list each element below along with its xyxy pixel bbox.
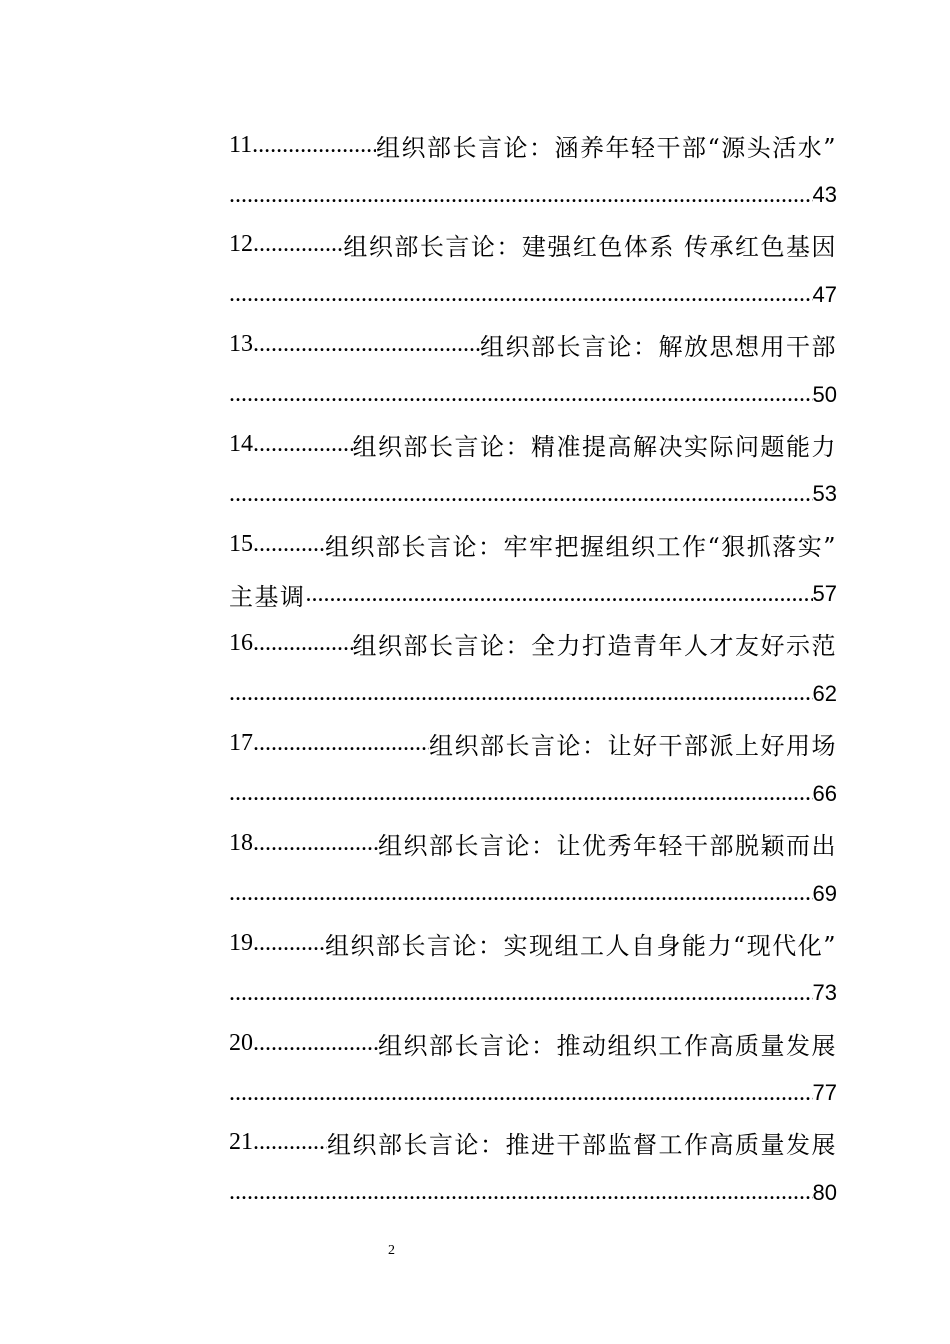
- toc-entry-page-number: 80: [812, 1179, 837, 1205]
- toc-entry-title: 组织部长言论：推动组织工作高质量发展: [378, 1031, 837, 1060]
- toc-leader-dots: [229, 780, 813, 807]
- toc-entry-page-number: 57: [812, 581, 837, 607]
- toc-entry-page-number: 50: [812, 381, 837, 407]
- toc-leader-dots: [229, 281, 813, 308]
- toc-leader-dots: [253, 1030, 378, 1057]
- toc-entry-page-number: 66: [812, 780, 837, 806]
- toc-entry-title-line: [229, 719, 837, 769]
- toc-leader-dots: [253, 231, 343, 258]
- toc-leader-dots: [229, 182, 813, 209]
- toc-entry-title-line: [229, 419, 837, 469]
- toc-entry-page-line: [229, 869, 837, 919]
- toc-entry-title-line: [229, 1118, 837, 1168]
- toc-leader-dots: [229, 880, 813, 907]
- toc-leader-dots: [253, 331, 480, 358]
- toc-entry-number: 18: [229, 830, 253, 857]
- toc-entry[interactable]: [229, 819, 837, 919]
- toc-leader-dots: [253, 531, 325, 558]
- toc-entry-number: 15: [229, 530, 253, 557]
- toc-entry-number: 16: [229, 630, 253, 657]
- toc-leader-dots: [229, 381, 813, 408]
- toc-entry-page-number: 53: [812, 481, 837, 507]
- toc-leader-dots: [253, 930, 325, 957]
- toc-entry-page-number: 73: [812, 980, 837, 1006]
- toc-entry-number: 14: [229, 430, 253, 457]
- toc-entry-number: 12: [229, 231, 253, 258]
- toc-entry-title: 组织部长言论：建强红色体系 传承红色基因: [343, 233, 837, 262]
- toc-entry[interactable]: [229, 719, 837, 819]
- toc-entry-number: 19: [229, 929, 253, 956]
- toc-entry-number: 11: [229, 131, 253, 158]
- toc-entry-title: 组织部长言论：实现组工人自身能力“现代化”: [324, 931, 837, 960]
- toc-entry[interactable]: [229, 519, 837, 619]
- toc-entry-number: 20: [229, 1029, 253, 1056]
- toc-entry-title-continuation: 主基调: [229, 582, 306, 611]
- toc-entry-page-number: 47: [812, 281, 837, 307]
- toc-entry-title: 组织部长言论：涵养年轻干部“源头活水”: [375, 133, 837, 162]
- toc-leader-dots: [306, 581, 813, 608]
- toc-entry[interactable]: [229, 120, 837, 220]
- toc-leader-dots: [253, 630, 353, 657]
- toc-leader-dots: [229, 680, 813, 707]
- toc-entry-title: 组织部长言论：推进干部监督工作高质量发展: [327, 1131, 837, 1160]
- toc-entry-title-line: [229, 220, 837, 270]
- toc-entry-page-line: [229, 669, 837, 719]
- toc-entry-number: 17: [229, 730, 253, 757]
- toc-leader-dots: [229, 1179, 813, 1206]
- toc-leader-dots: [253, 830, 378, 857]
- toc-entry[interactable]: [229, 220, 837, 320]
- toc-entry[interactable]: [229, 320, 837, 420]
- toc-entry-title-line: [229, 120, 837, 170]
- toc-leader-dots: [229, 1080, 813, 1107]
- toc-leader-dots: [252, 132, 376, 159]
- table-of-contents: [229, 120, 837, 1218]
- toc-leader-dots: [229, 980, 813, 1007]
- toc-entry-title-line: [229, 320, 837, 370]
- toc-entry-title-line: [229, 819, 837, 869]
- toc-leader-dots: [253, 1129, 327, 1156]
- toc-entry-page-line: [229, 370, 837, 420]
- toc-entry-title: 组织部长言论：全力打造青年人才友好示范: [352, 632, 837, 661]
- toc-entry-page-line: [229, 270, 837, 320]
- toc-leader-dots: [229, 481, 813, 508]
- toc-entry-page-line: [229, 1168, 837, 1218]
- toc-entry-page-line: [229, 469, 837, 519]
- toc-entry-title: 组织部长言论：让好干部派上好用场: [429, 732, 837, 761]
- toc-entry-page-number: 43: [812, 182, 837, 207]
- toc-entry-title-line: [229, 918, 837, 968]
- toc-entry-page-number: 77: [812, 1080, 837, 1106]
- toc-entry-page-number: 62: [812, 680, 837, 706]
- toc-entry[interactable]: [229, 1118, 837, 1218]
- toc-entry-page-line: [229, 569, 837, 619]
- toc-entry-page-line: [229, 968, 837, 1018]
- toc-leader-dots: [253, 730, 429, 757]
- toc-entry-title: 组织部长言论：精准提高解决实际问题能力: [352, 432, 837, 461]
- toc-entry-title: 组织部长言论：让优秀年轻干部脱颖而出: [378, 832, 837, 861]
- toc-entry[interactable]: [229, 419, 837, 519]
- toc-leader-dots: [253, 431, 353, 458]
- footer-page-number: 2: [388, 1243, 395, 1258]
- toc-entry-page-line: [229, 170, 837, 220]
- toc-entry-title-line: [229, 519, 837, 569]
- toc-entry[interactable]: [229, 918, 837, 1018]
- toc-entry-title: 组织部长言论：牢牢把握组织工作“狠抓落实”: [324, 532, 837, 561]
- toc-entry-title-line: [229, 619, 837, 669]
- toc-entry[interactable]: [229, 619, 837, 719]
- toc-entry-title-line: [229, 1018, 837, 1068]
- toc-entry-page-line: [229, 1068, 837, 1118]
- toc-entry-number: 21: [229, 1129, 253, 1156]
- toc-entry-page-line: [229, 769, 837, 819]
- toc-entry[interactable]: [229, 1018, 837, 1118]
- toc-entry-page-number: 69: [812, 880, 837, 906]
- toc-entry-title: 组织部长言论：解放思想用干部: [480, 333, 837, 362]
- toc-entry-number: 13: [229, 331, 253, 358]
